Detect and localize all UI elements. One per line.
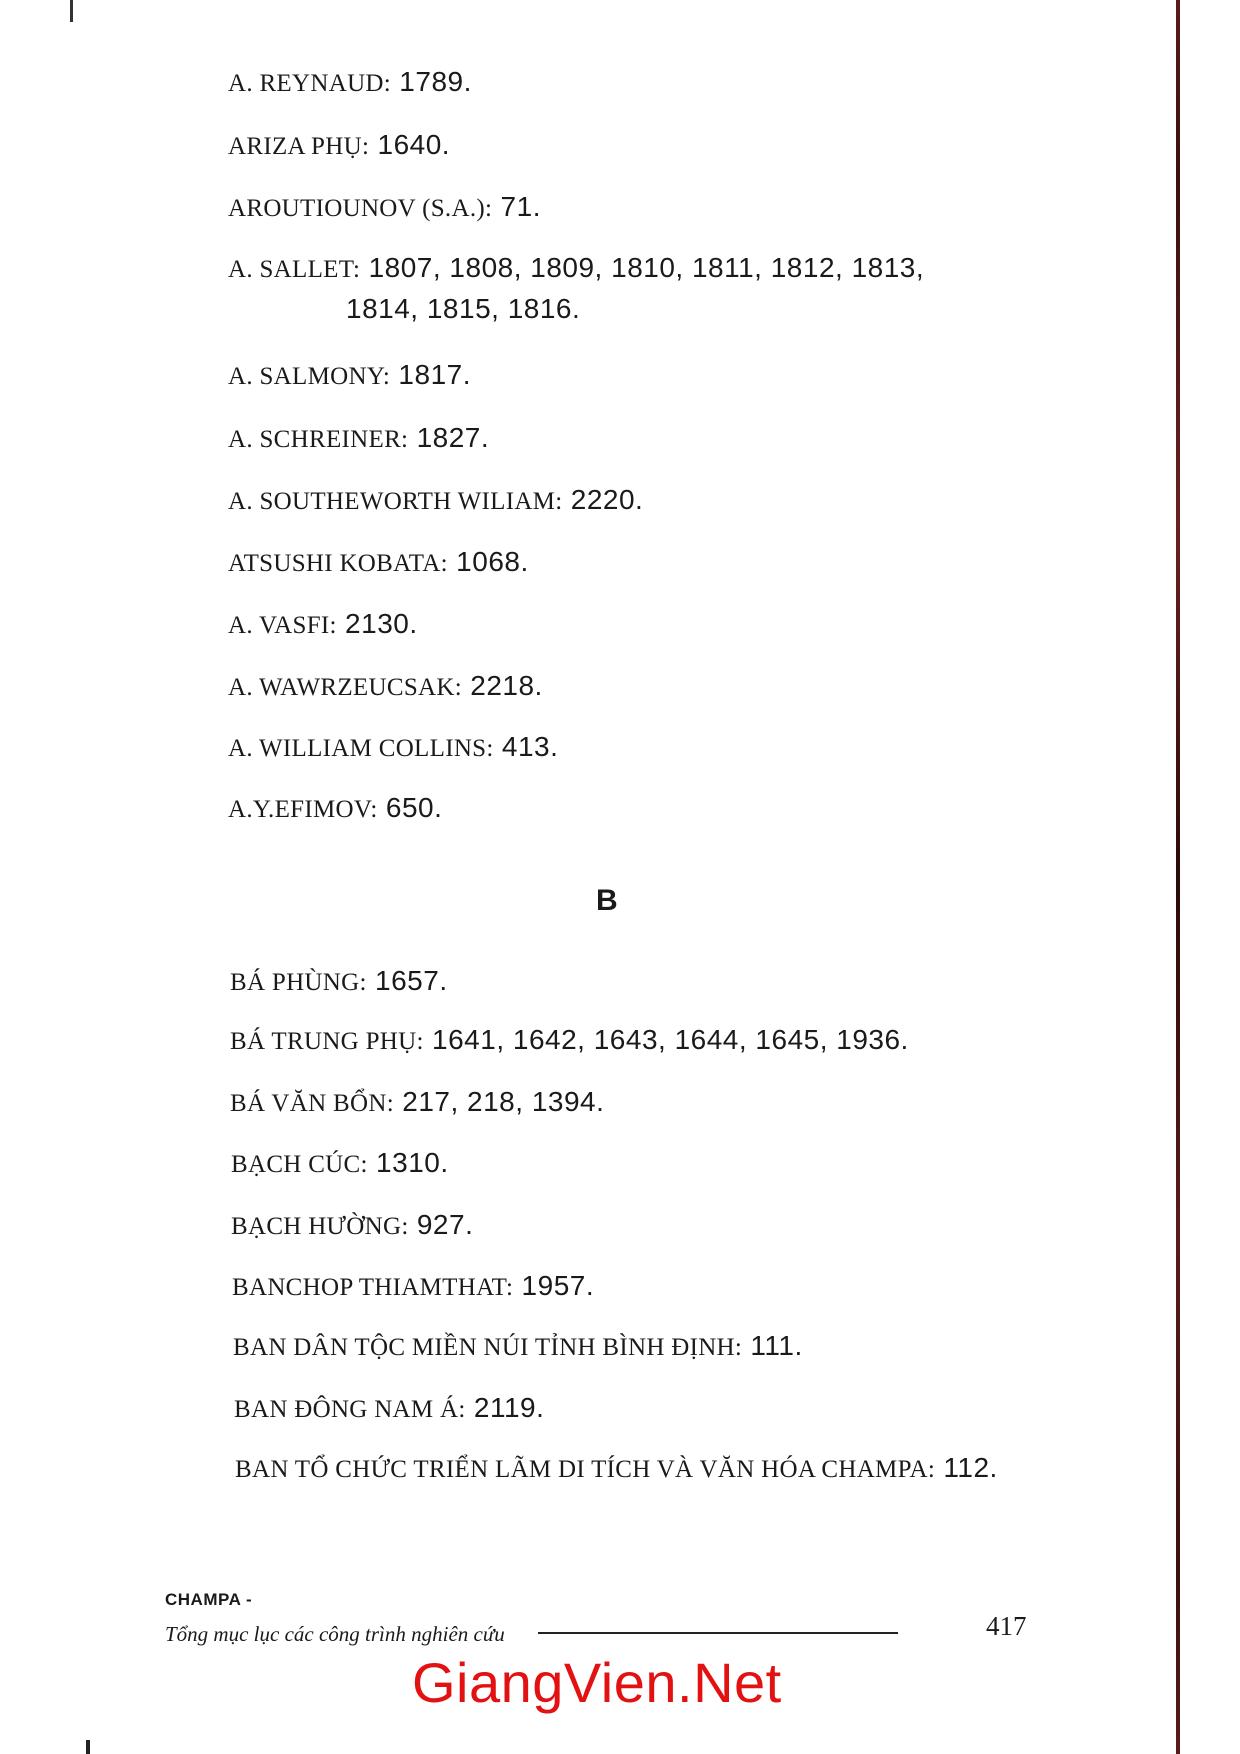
entry-refs: 1068. — [447, 546, 529, 577]
index-entry — [228, 544, 529, 579]
entry-refs: 1310. — [367, 1147, 449, 1178]
entry-name: A. WILLIAM COLLINS: — [228, 735, 494, 762]
entry-refs: 1957. — [513, 1270, 595, 1301]
index-entry — [230, 1084, 604, 1119]
entry-refs: 217, 218, 1394. — [393, 1086, 605, 1117]
index-entry — [231, 1207, 473, 1242]
entry-name: A. SOUTHEWORTH WILIAM: — [228, 488, 563, 515]
entry-name: ARIZA PHỤ: — [228, 133, 370, 160]
index-entry — [228, 127, 450, 162]
entry-refs: 1641, 1642, 1643, 1644, 1645, 1936. — [423, 1024, 909, 1055]
scan-edge-left — [70, 0, 73, 22]
index-entry — [228, 606, 418, 641]
entry-name: A. WAWRZEUCSAK: — [228, 674, 462, 701]
index-entry — [228, 189, 541, 224]
index-entry — [230, 1022, 909, 1057]
section-letter: B — [596, 884, 618, 917]
entry-refs: 413. — [493, 731, 559, 762]
index-entry — [232, 1268, 594, 1303]
entry-refs: 2218. — [461, 670, 543, 701]
index-entry — [230, 963, 448, 998]
entry-refs: 927. — [408, 1209, 474, 1240]
index-entry — [228, 420, 489, 455]
entry-refs: 2130. — [336, 608, 418, 639]
entry-refs: 112. — [935, 1452, 998, 1483]
index-entry — [228, 357, 471, 392]
entry-name: AROUTIOUNOV (S.A.): — [228, 195, 493, 222]
entry-name: BAN DÂN TỘC MIỀN NÚI TỈNH BÌNH ĐỊNH: — [233, 1334, 743, 1361]
entry-refs: 2220. — [562, 484, 644, 515]
scan-edge-right — [1176, 0, 1180, 1754]
entry-refs: 1807, 1808, 1809, 1810, 1811, 1812, 1813, — [360, 252, 925, 283]
entry-refs: 650. — [377, 792, 443, 823]
entry-refs: 1817. — [390, 359, 471, 390]
entry-refs: 2119. — [465, 1392, 545, 1423]
entry-name: A. SCHREINER: — [228, 426, 409, 453]
entry-name: BAN TỔ CHỨC TRIỂN LÃM DI TÍCH VÀ VĂN HÓA CHAMPA: — [235, 1456, 936, 1483]
entry-name: A. SALMONY: — [228, 363, 391, 390]
index-entry — [228, 64, 472, 99]
entry-name: BÁ VĂN BỔN: — [230, 1090, 394, 1117]
entry-refs-continued: 1814, 1815, 1816. — [346, 293, 581, 325]
index-entry — [228, 250, 924, 326]
entry-name: BẠCH CÚC: — [231, 1151, 368, 1178]
entry-refs: 1827. — [408, 422, 490, 453]
entry-name: BÁ TRUNG PHỤ: — [230, 1028, 424, 1055]
footer-subtitle: Tổng mục lục các công trình nghiên cứu — [165, 1622, 505, 1646]
entry-name: A. VASFI: — [228, 612, 337, 639]
index-entry — [231, 1145, 449, 1180]
index-entry — [228, 668, 543, 703]
entry-name: BÁ PHÙNG: — [230, 969, 367, 996]
index-entry — [234, 1390, 544, 1425]
index-entry — [233, 1328, 803, 1363]
scan-edge-left-bottom — [86, 1740, 90, 1754]
index-entry — [228, 729, 558, 764]
entry-refs: 1640. — [369, 129, 451, 160]
entry-name: A. REYNAUD: — [228, 70, 392, 97]
footer-series-title: CHAMPA - — [165, 1590, 253, 1609]
index-entry — [228, 790, 442, 825]
entry-name: BẠCH HƯỜNG: — [231, 1213, 409, 1240]
watermark: GiangVien.Net — [412, 1651, 782, 1714]
entry-refs: 1789. — [391, 66, 472, 97]
entry-name: A.Y.EFIMOV: — [228, 796, 378, 823]
index-entry — [235, 1450, 998, 1485]
entry-name: BANCHOP THIAMTHAT: — [232, 1274, 514, 1301]
entry-name: ATSUSHI KOBATA: — [228, 550, 448, 577]
entry-refs: 111. — [742, 1330, 803, 1361]
index-entry — [228, 482, 643, 517]
entry-refs: 71. — [492, 191, 541, 222]
page-number: 417 — [986, 1611, 1027, 1641]
entry-name: A. SALLET: — [228, 256, 361, 283]
entry-name: BAN ĐÔNG NAM Á: — [234, 1396, 466, 1423]
entry-refs: 1657. — [366, 965, 448, 996]
footer-rule — [538, 1632, 898, 1634]
